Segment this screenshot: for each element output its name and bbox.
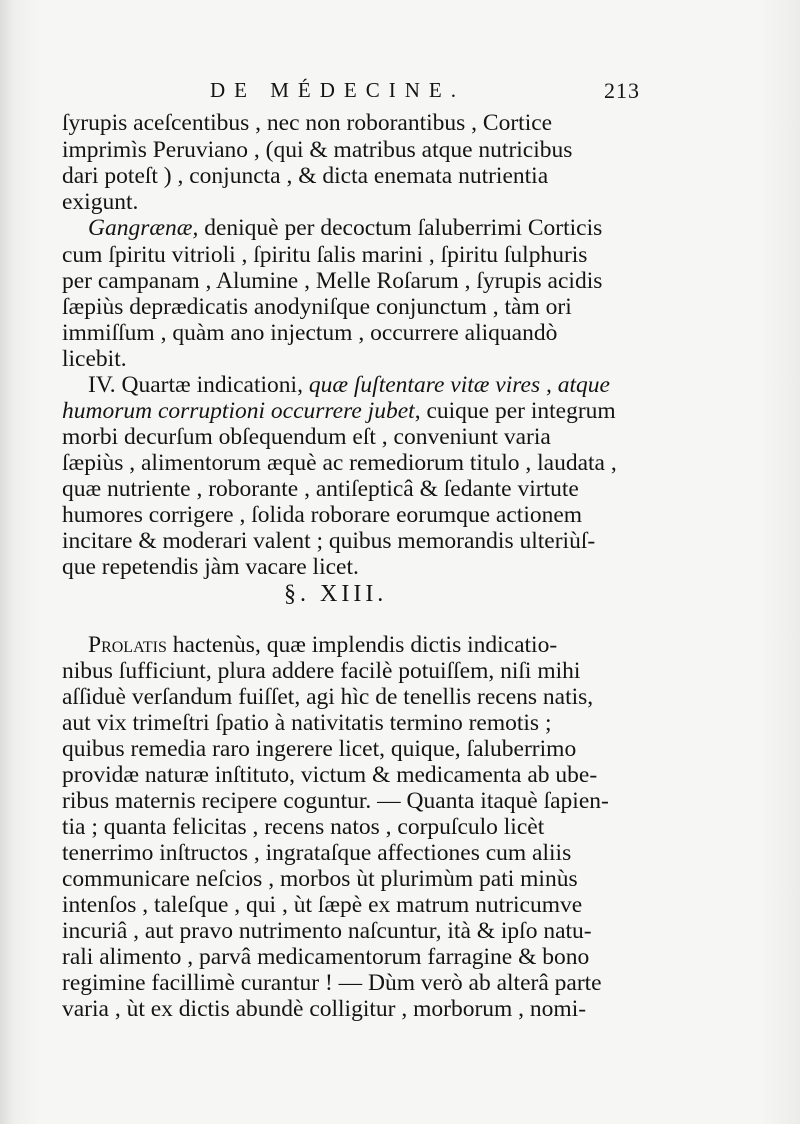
text-line: imprimìs Peruviano , (qui & matribus atque nutricibus	[62, 137, 573, 163]
text-line: quæ nutriente , roborante , antiſepticâ & ſedante virtute	[62, 476, 579, 502]
text-line: humores corrigere , ſolida roborare eorumque actionem	[62, 502, 583, 528]
section-heading: §. XIII.	[284, 581, 388, 607]
text-line: aſſiduè verſandum fuiſſet, agi hìc de tenellis recens natis,	[62, 684, 594, 710]
text-line: ſæpiùs deprædicatis anodyniſque conjunctum , tàm ori	[62, 294, 572, 320]
small-caps-lead: Prolatis	[88, 632, 167, 658]
text-line: tia ; quanta felicitas , recens natos , corpuſculo licèt	[62, 814, 545, 840]
text-line: morbi decurſum obſequendum eſt , conveniunt varia	[62, 424, 551, 450]
text-line: communicare neſcios , morbos ùt plurimùm pati minùs	[62, 866, 578, 892]
running-header	[210, 78, 640, 108]
text-line: cum ſpiritu vitrioli , ſpiritu ſalis marini , ſpiritu ſulphuris	[62, 242, 588, 268]
text-line: aut vix trimeſtri ſpatio à nativitatis termino remotis ;	[62, 710, 552, 736]
text-line: immiſſum , quàm ano injectum , occurrere aliquandò	[62, 320, 558, 346]
header-title: DE MÉDECINE.	[210, 78, 465, 102]
line-rest: , cuique per integrum	[414, 398, 616, 424]
text-line: incitare & moderari valent ; quibus memorandis ulteriùſ-	[62, 528, 596, 554]
text-line: licebit.	[62, 346, 127, 372]
text-line: que repetendis jàm vacare licet.	[62, 554, 359, 580]
paragraph-iv-second-line	[62, 398, 616, 424]
text-line: incuriâ , aut pravo nutrimento naſcuntur, ità & ipſo natu-	[62, 918, 592, 944]
text-line: regimine facillimè curantur ! — Dùm verò ab alterâ parte	[62, 970, 602, 996]
text-line: nibus ſufficiunt, plura addere facilè potuiſſem, niſi mihi	[62, 658, 581, 684]
paragraph-prolatis-first-line	[88, 632, 557, 658]
italic-phrase: quæ ſuſtentare vitæ vires , atque	[308, 372, 610, 398]
text-line: per campanam , Alumine , Melle Roſarum , ſyrupis acidis	[62, 268, 603, 294]
text-line: tenerrimo inſtructos , ingrataſque affectiones cum aliis	[62, 840, 572, 866]
text-line: ribus maternis recipere coguntur. — Quanta itaquè ſapien-	[62, 788, 609, 814]
text-line: ſyrupis aceſcentibus , nec non roborantibus , Cortice	[62, 110, 553, 136]
text-line: dari poteſt ) , conjuncta , & dicta enemata nutrientia	[62, 163, 549, 189]
line-lead: IV. Quartæ indicationi,	[88, 372, 309, 398]
page-number: 213	[604, 78, 640, 103]
text-line: ſæpiùs , alimentorum æquè ac remediorum titulo , laudata ,	[62, 450, 617, 476]
text-line: varia , ùt ex dictis abundè colligitur , morborum , nomi-	[62, 996, 587, 1022]
paragraph-iv-first-line	[88, 372, 610, 398]
text-line: intenſos , taleſque , qui , ùt ſæpè ex matrum nutricumve	[62, 892, 583, 918]
text-line: exigunt.	[62, 189, 139, 215]
line-rest: hactenùs, quæ implendis dictis indicatio-	[166, 632, 558, 658]
line-rest: deniquè per decoctum ſaluberrimi Corticis	[198, 215, 603, 241]
text-line: rali alimento , parvâ medicamentorum farragine & bono	[62, 944, 590, 970]
text-line: quibus remedia raro ingerere licet, quique, ſaluberrimo	[62, 736, 577, 762]
italic-lead: Gangrænæ,	[88, 215, 199, 241]
italic-phrase: humorum corruptioni occurrere jubet	[62, 398, 415, 424]
paragraph-gangraena-first-line	[88, 215, 602, 241]
text-line: providæ naturæ inſtituto, victum & medicamenta ab ube-	[62, 762, 598, 788]
